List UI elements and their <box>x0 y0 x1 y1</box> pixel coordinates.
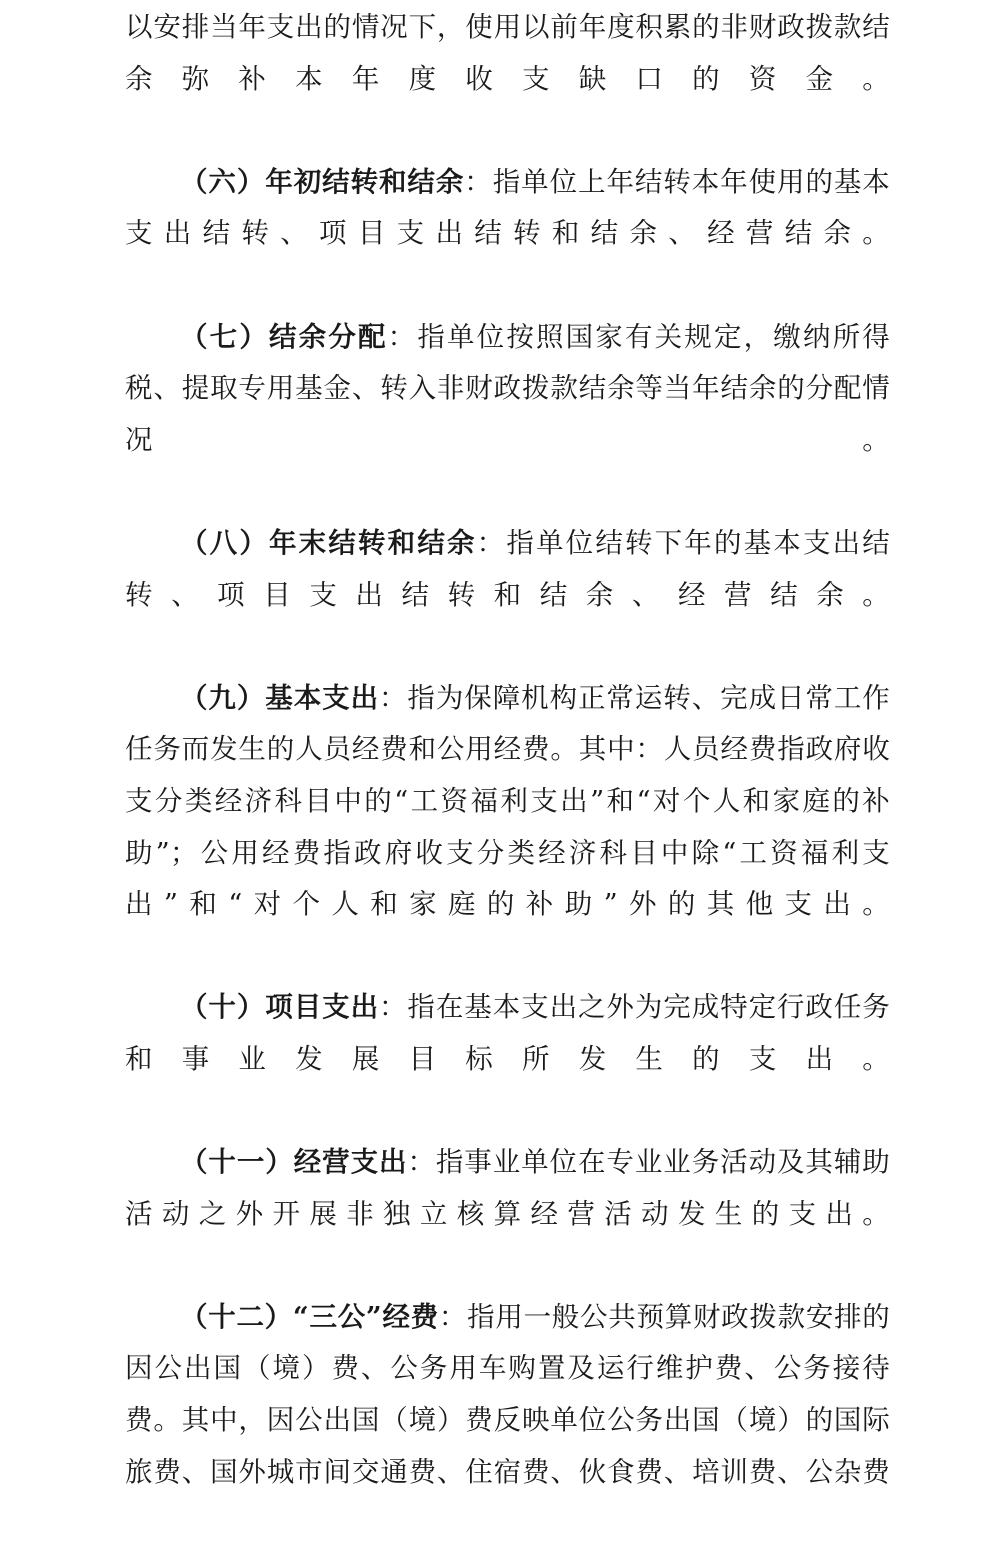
paragraph <box>125 982 890 1137</box>
term-definition: ：指在基本支出之外为完成特定行政任务和事业发展目标所发生的支出。 <box>125 991 890 1075</box>
term-definition: ：指单位上年结转本年使用的基本支出结转、项目支出结转和结余、经营结余。 <box>125 165 891 250</box>
term-label: （九）基本支出 <box>180 681 379 714</box>
term-definition: ：指用一般公共预算财政拨款安排的因公出国（境）费、公务用车购置及运行维护费、公务接待费。其中，因公出国（境）费反映单位公务出国（境）的国际旅费、国外城市间交通费、住宿费、伙食费、培训费、公杂费 <box>125 1300 890 1488</box>
paragraph <box>125 157 890 312</box>
paragraph <box>125 2 890 157</box>
term-label: （十二）“三公”经费 <box>180 1300 439 1333</box>
term-definition: ：指事业单位在专业业务活动及其辅助活动之外开展非独立核算经营活动发生的支出。 <box>125 1146 890 1230</box>
paragraph <box>125 1137 890 1292</box>
paragraph <box>125 312 890 518</box>
term-definition: ：指单位按照国家有关规定，缴纳所得税、提取专用基金、转入非财政拨款结余等当年结余的分配情况。 <box>125 320 890 456</box>
term-label: （六）年初结转和结余 <box>180 165 465 198</box>
document-body <box>125 0 890 1550</box>
term-definition: 以安排当年支出的情况下，使用以前年度积累的非财政拨款结余弥补本年度收支缺口的资金。 <box>125 11 890 95</box>
term-label: （七）结余分配 <box>180 320 388 353</box>
term-definition: ：指为保障机构正常运转、完成日常工作任务而发生的人员经费和公用经费。其中：人员经费指政府收支分类经济科目中的“工资福利支出”和“对个人和家庭的补助”；公用经费指政府收支分类经济科目中除“工资福利支出”和“对个人和家庭的补助”外的其他支出。 <box>125 681 890 921</box>
paragraph <box>125 518 890 673</box>
term-definition: ：指单位结转下年的基本支出结转、项目支出结转和结余、经营结余。 <box>125 526 890 611</box>
term-label: （十一）经营支出 <box>180 1146 408 1179</box>
paragraph <box>125 673 890 983</box>
paragraph <box>125 1292 890 1550</box>
term-label: （十）项目支出 <box>180 991 379 1024</box>
term-label: （八）年末结转和结余 <box>180 526 477 559</box>
